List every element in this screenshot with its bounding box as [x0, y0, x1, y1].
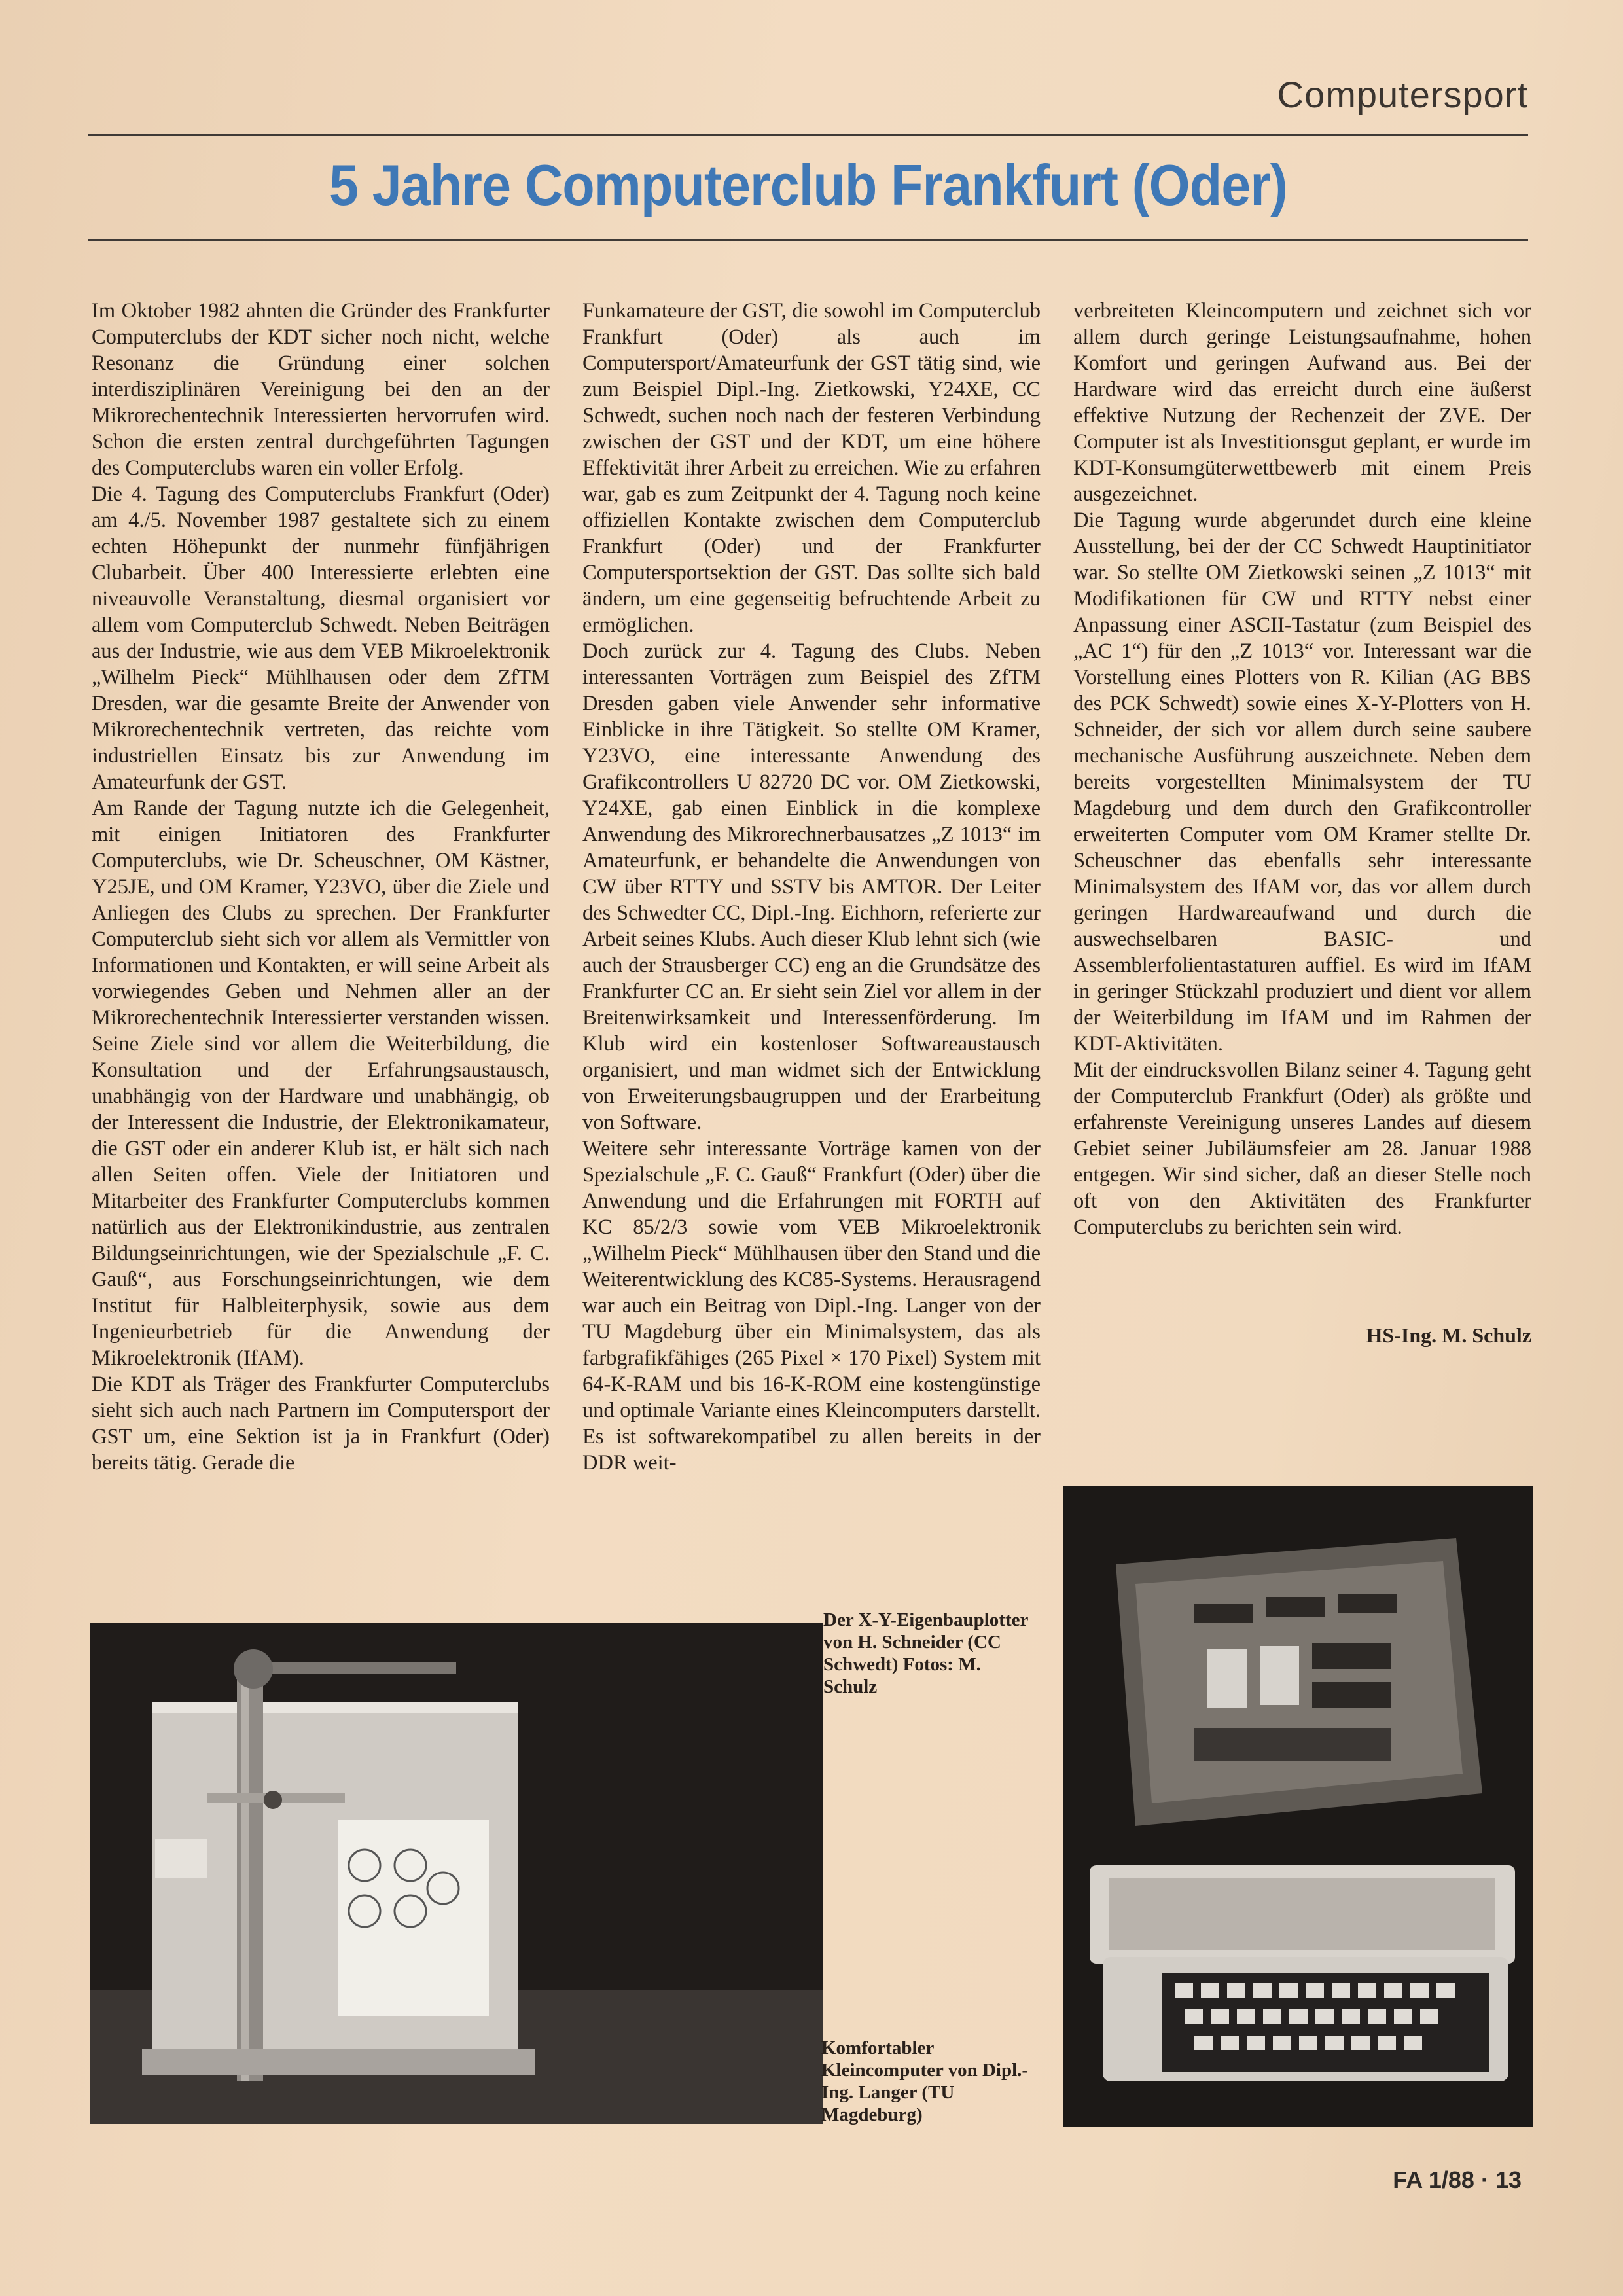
title-rule	[88, 239, 1528, 241]
text-column-3	[1073, 298, 1531, 1240]
small-computer-photo	[1063, 1486, 1533, 2127]
paragraph: Mit der eindrucksvollen Bilanz seiner 4. Tagung geht der Computerclub Frankfurt (Oder) als größte und erfahrenste Vereinigung unseres Landes auf diesem Gebiet seiner Jubiläumsfeier am 28. Januar 1988 entgegen. Wir sind sicher, daß an dieser Stelle noch oft von den Aktivitäten des Frankfurter Computerclubs zu berichten sein wird.	[1073, 1058, 1531, 1239]
xy-plotter-photo	[90, 1623, 823, 2124]
paragraph: Funkamateure der GST, die sowohl im Computerclub Frankfurt (Oder) als auch im Computersport/Amateurfunk der GST tätig sind, wie zum Beispiel Dipl.-Ing. Zietkowski, Y24XE, CC Schwedt, suchen noch nach der festeren Verbindung zwischen der GST und der KDT, um eine höhere Effektivität ihrer Arbeit zu erreichen. Wie zu erfahren war, gab es zum Zeitpunkt der 4. Tagung noch keine offiziellen Kontakte zwischen dem Computerclub Frankfurt (Oder) und der Frankfurter Computersportsektion der GST. Das sollte sich bald ändern, um eine gegenseitig befruchtende Arbeit zu ermöglichen.	[582, 299, 1041, 637]
paragraph: Weitere sehr interessante Vorträge kamen von der Spezialschule „F. C. Gauß“ Frankfurt (Oder) über die Anwendung und die Erfahrungen mit FORTH auf KC 85/2/3 sowie vom VEB Mikroelektronik „Wilhelm Pieck“ Mühlhausen über den Stand und die Weiterentwicklung des KC85-Systems. Herausragend war auch ein Beitrag von Dipl.-Ing. Langer von der TU Magdeburg über ein Minimalsystem, das als farbgrafikfähiges (265 Pixel × 170 Pixel) System mit 64-K-RAM und bis 16-K-ROM eine kostengünstige und optimale Variante eines Kleincomputers darstellt. Es ist softwarekompatibel zu allen bereits in der DDR weit-	[582, 1137, 1041, 1475]
computer-caption: Komfortabler Kleincomputer von Dipl.-Ing. Langer (TU Magdeburg)	[821, 2037, 1029, 2125]
top-rule	[88, 134, 1528, 136]
page-footer: FA 1/88 · 13	[1393, 2166, 1522, 2193]
paragraph: Am Rande der Tagung nutzte ich die Gelegenheit, mit einigen Initiatoren des Frankfurter Computerclubs, wie Dr. Scheuschner, OM Kästner, Y25JE, und OM Kramer, Y23VO, über die Ziele und Anliegen des Clubs zu sprechen. Der Frankfurter Computerclub sieht sich vor allem als Vermittler von Informationen und Kontakten, er will seine Arbeit als vorwiegendes Geben und Nehmen aller an der Mikrorechentechnik Interessierter verstanden wissen. Seine Ziele sind vor allem die Weiterbildung, die Konsultation und der Erfahrungsaustausch, unabhängig von der Hardware und unabhängig, ob der Interessent die Industrie, der Elektronikamateur, die GST oder ein anderer Klub ist, er hält sich nach allen Seiten offen. Viele der Initiatoren und Mitarbeiter des Frankfurter Computerclubs kommen natürlich aus der Elektronikindustrie, aus zentralen Bildungseinrichtungen, wie der Spezialschule „F. C. Gauß“, aus Forschungseinrichtungen, wie dem Institut für Halbleiterphysik, sowie aus dem Ingenieurbetrieb für die Anwendung der Mikroelektronik (IfAM).	[92, 797, 550, 1370]
paragraph: verbreiteten Kleincomputern und zeichnet sich vor allem durch geringe Leistungsaufnahme, hohen Komfort und geringen Aufwand aus. Bei der Hardware wird das erreicht durch eine äußerst effektive Nutzung der Rechenzeit der ZVE. Der Computer ist als Investitionsgut geplant, er wurde im KDT-Konsumgüterwettbewerb mit einem Preis ausgezeichnet.	[1073, 299, 1531, 506]
paragraph: Die 4. Tagung des Computerclubs Frankfurt (Oder) am 4./5. November 1987 gestaltete sich zu einem echten Höhepunkt der nunmehr fünfjährigen Clubarbeit. Über 400 Interessierte erlebten eine niveauvolle Veranstaltung, diesmal organisiert vor allem vom Computerclub Schwedt. Neben Beiträgen aus der Industrie, wie aus dem VEB Mikroelektronik „Wilhelm Pieck“ Mühlhausen oder dem ZfTM Dresden, war die gesamte Breite der Anwender von Mikrorechentechnik vertreten, das reichte vom industriellen Einsatz bis zur Anwendung im Amateurfunk der GST.	[92, 482, 550, 794]
text-column-2	[582, 298, 1041, 1476]
paragraph: Die Tagung wurde abgerundet durch eine kleine Ausstellung, bei der der CC Schwedt Hauptinitiator war. So stellte OM Zietkowski seinen „Z 1013“ mit Modifikationen für CW und RTTY nebst einer Anpassung einer ASCII-Tastatur (zum Beispiel des „AC 1“) für den „Z 1013“ vor. Interessant war die Vorstellung eines Plotters von R. Kilian (AG BBS des PCK Schwedt) sowie eines X-Y-Plotters von H. Schneider, der sich vor allem durch seine saubere mechanische Ausführung auszeichnete. Neben dem bereits vorgestellten Minimalsystem der TU Magdeburg und dem durch den Grafikcontroller erweiterten Computer vom OM Kramer stellte Dr. Scheuschner das ebenfalls sehr interessante Minimalsystem des IfAM vor, das vor allem durch geringen Hardwareaufwand und durch die auswechselbaren BASIC- und Assemblerfolientastaturen auffiel. Es wird im IfAM in geringer Stückzahl produziert und dient vor allem der Weiterbildung im IfAM und im Rahmen der KDT-Aktivitäten.	[1073, 509, 1531, 1056]
author-signature: HS-Ing. M. Schulz	[1366, 1323, 1531, 1347]
paragraph: Doch zurück zur 4. Tagung des Clubs. Neben interessanten Vorträgen zum Beispiel des ZfTM Dresden gaben viele Anwender sehr informative Einblicke in ihre Tätigkeit. So stellte OM Kramer, Y23VO, eine interessante Anwendung des Grafikcontrollers U 82720 DC vor. OM Zietkowski, Y24XE, gab einen Einblick in die komplexe Anwendung des Mikrorechnerbausatzes „Z 1013“ im Amateurfunk, er behandelte die Anwendungen von CW über RTTY und SSTV bis AMTOR. Der Leiter des Schwedter CC, Dipl.-Ing. Eichhorn, referierte zur Arbeit seines Klubs. Auch dieser Klub lehnt sich (wie auch der Strausberger CC) eng an die Grundsätze des Frankfurter CC an. Er sieht sein Ziel vor allem in der Breitenwirksamkeit und Interessenförderung. Im Klub wird ein kostenloser Softwareaustausch organisiert, und man widmet sich der Entwicklung von Erweiterungsbaugruppen und der Erarbeitung von Software.	[582, 639, 1041, 1134]
text-column-1	[92, 298, 550, 1476]
section-label: Computersport	[1277, 74, 1528, 115]
paragraph: Die KDT als Träger des Frankfurter Computerclubs sieht sich auch nach Partnern im Computersport der GST um, eine Sektion ist ja in Frankfurt (Oder) bereits tätig. Gerade die	[92, 1372, 550, 1475]
article-title: 5 Jahre Computerclub Frankfurt (Oder)	[329, 152, 1287, 217]
plotter-caption: Der X-Y-Eigenbauplotter von H. Schneider (CC Schwedt) Fotos: M. Schulz	[823, 1609, 1028, 1697]
paragraph: Im Oktober 1982 ahnten die Gründer des Frankfurter Computerclubs der KDT sicher noch nicht, welche Resonanz die Gründung einer solchen interdisziplinären Vereinigung bei den an der Mikrorechentechnik Interessierten hervorrufen wird. Schon die ersten zentral durchgeführten Tagungen des Computerclubs waren ein voller Erfolg.	[92, 299, 550, 480]
